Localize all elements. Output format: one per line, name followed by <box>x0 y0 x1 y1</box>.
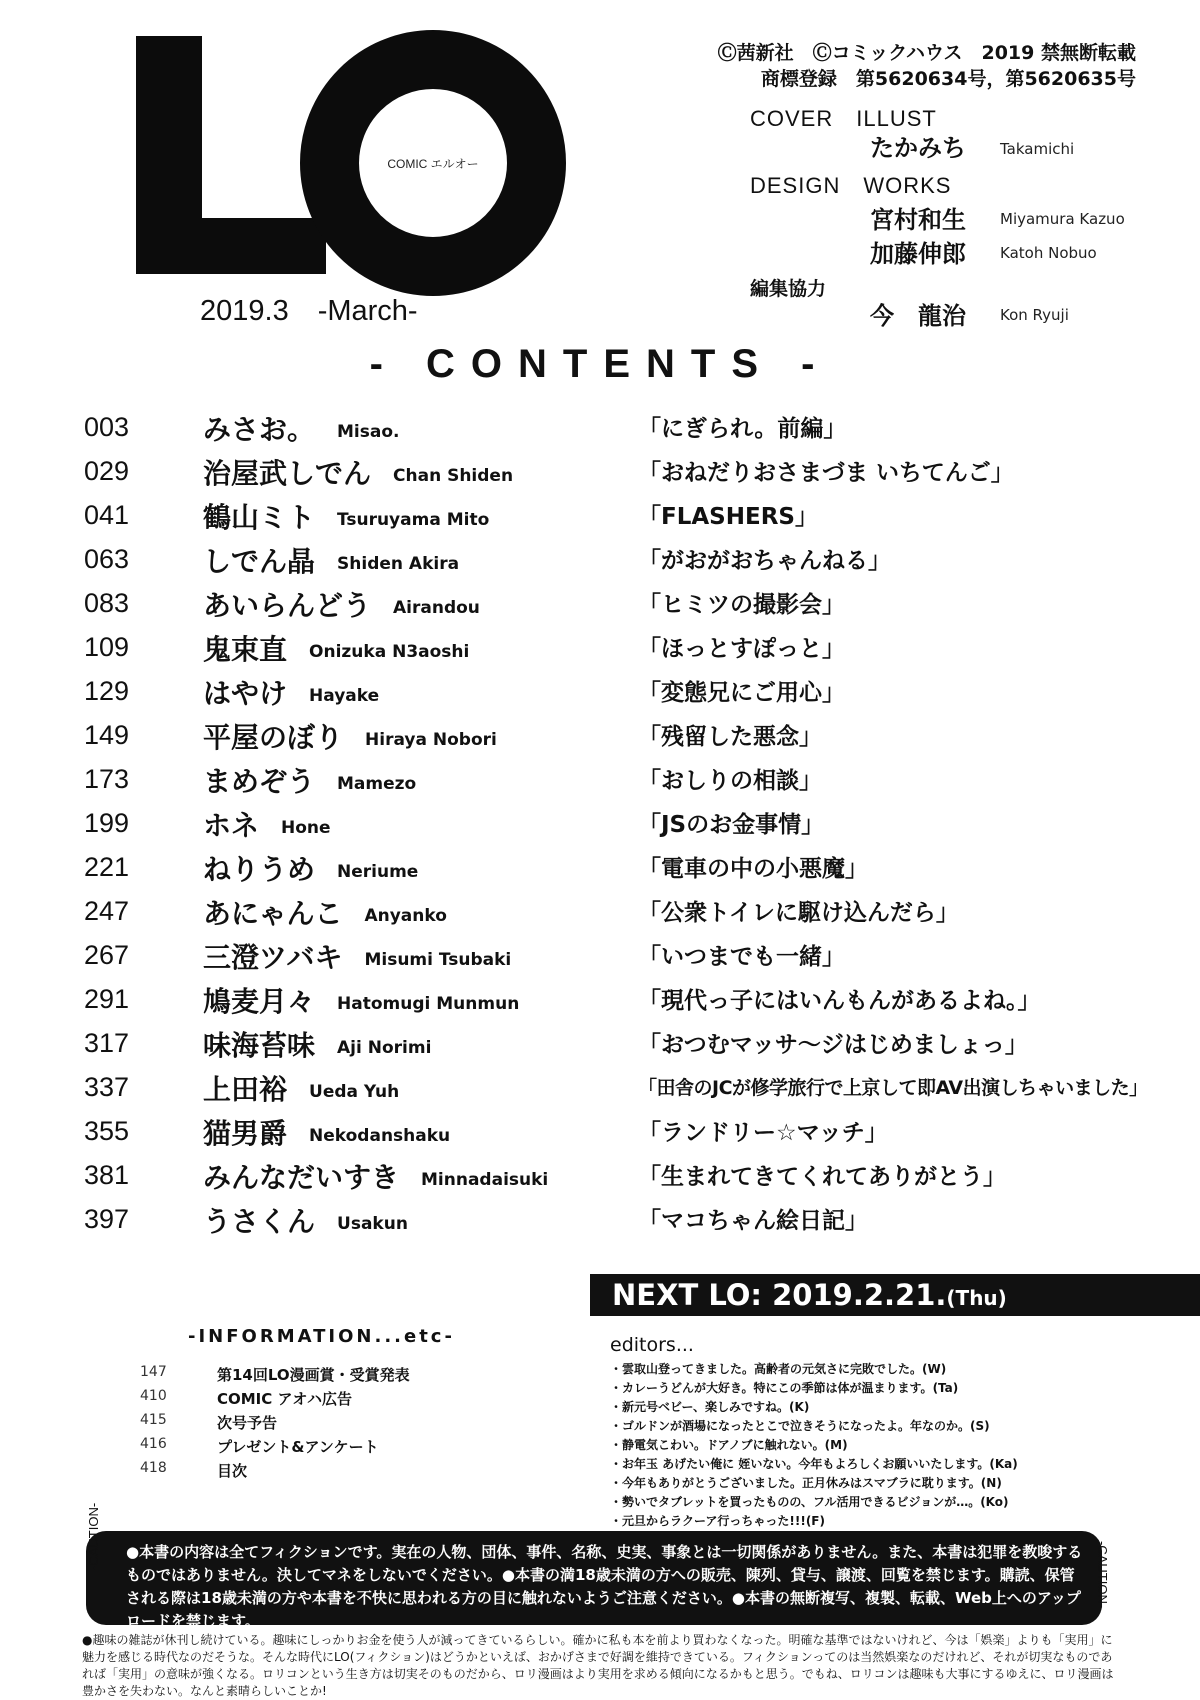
editor-comment: ・静電気こわい。ドアノブに触れない。(M) <box>610 1438 848 1452</box>
toc-author-name: みさお。 <box>203 413 316 446</box>
toc-page: 173 <box>84 764 130 794</box>
design-works-role: DESIGN WORKS <box>750 173 952 198</box>
toc-entry[interactable] <box>0 672 1200 716</box>
editor-comment: ・今年もありがとうございました。正月休みはスマブラに耽ります。(N) <box>610 1476 1002 1490</box>
next-issue-weekday: (Thu) <box>946 1286 1007 1310</box>
logo-letter-o <box>300 30 566 296</box>
toc-title: 「田舎のJCが修学旅行で上京して即AV出演しちゃいました」 <box>638 1077 1148 1099</box>
toc-entry[interactable] <box>0 628 1200 672</box>
next-issue-date: NEXT LO: 2019.2.21. <box>612 1278 947 1312</box>
toc-author-romaji: Ueda Yuh <box>309 1082 400 1102</box>
information-page: 410 <box>140 1388 167 1404</box>
toc-page: 149 <box>84 720 130 750</box>
information-page: 147 <box>140 1364 167 1380</box>
editorial-cooperation-name-en: Kon Ryuji <box>1000 306 1069 324</box>
toc-author-romaji: Hone <box>281 818 331 838</box>
toc-title: 「現代っ子にはいんもんがあるよね。」 <box>638 988 1041 1014</box>
toc-author-name: 三澄ツバキ <box>203 941 343 974</box>
toc-page: 041 <box>84 500 130 530</box>
editorial-cooperation-name: 今 龍治 <box>870 302 966 330</box>
editor-comment: ・カレーうどんが大好き。特にこの季節は体が温まります。(Ta) <box>610 1381 959 1395</box>
toc-author <box>203 804 331 844</box>
toc-author-romaji: Misao. <box>337 422 400 442</box>
toc-title: 「電車の中の小悪魔」 <box>638 856 868 882</box>
toc-entry[interactable] <box>0 980 1200 1024</box>
toc-author-name: 上田裕 <box>203 1073 288 1106</box>
toc-entry[interactable] <box>0 716 1200 760</box>
toc-author-romaji: Hayake <box>309 686 380 706</box>
information-item[interactable] <box>0 1412 580 1436</box>
toc-title: 「生まれてきてくれてありがとう」 <box>638 1164 1006 1190</box>
issue-date: 2019.3 -March- <box>200 295 418 327</box>
toc-title: 「おしりの相談」 <box>638 768 822 794</box>
toc-entry[interactable] <box>0 496 1200 540</box>
toc-entry[interactable] <box>0 1112 1200 1156</box>
toc-page: 317 <box>84 1028 130 1058</box>
toc-page: 063 <box>84 544 130 574</box>
designer-name: 宮村和生 <box>870 206 966 234</box>
toc-entry[interactable] <box>0 1156 1200 1200</box>
designer-name: 加藤伸郎 <box>870 240 966 268</box>
toc-entry[interactable] <box>0 1024 1200 1068</box>
toc-author <box>203 1112 450 1152</box>
toc-author-name: ホネ <box>203 809 260 842</box>
toc-author <box>203 1024 431 1064</box>
toc-author-name: うさくん <box>203 1205 316 1238</box>
toc-author-name: ねりうめ <box>203 853 316 886</box>
toc-page: 337 <box>84 1072 130 1102</box>
caution-side-label-right: -CAUTION- <box>1095 1541 1110 1609</box>
toc-author-name: 猫男爵 <box>203 1117 288 1150</box>
toc-author-name: まめぞう <box>203 765 316 798</box>
toc-author-romaji: Hatomugi Munmun <box>337 994 520 1014</box>
logo-subtitle: COMIC エルオー <box>387 156 479 171</box>
toc-title: 「にぎられ。前編」 <box>638 416 847 442</box>
editor-comment: ・新元号ベビー、楽しみですね。(K) <box>610 1400 810 1414</box>
editor-comment: ・雲取山登ってきました。高齢者の元気さに完敗でした。(W) <box>610 1362 947 1376</box>
toc-author-romaji: Airandou <box>393 598 480 618</box>
toc-page: 291 <box>84 984 130 1014</box>
toc-author <box>203 716 497 756</box>
toc-entry[interactable] <box>0 584 1200 628</box>
toc-author <box>203 408 400 448</box>
information-label: 次号予告 <box>217 1414 278 1432</box>
logo-letter-l-foot <box>136 218 326 274</box>
toc-title: 「ヒミツの撮影会」 <box>638 592 845 618</box>
next-issue-banner <box>590 1274 1200 1316</box>
toc-author <box>203 892 447 932</box>
information-item[interactable] <box>0 1388 580 1412</box>
toc-title: 「マコちゃん絵日記」 <box>638 1208 868 1234</box>
toc-entry[interactable] <box>0 452 1200 496</box>
toc-author <box>203 1156 548 1196</box>
toc-author <box>203 1068 399 1108</box>
copyright-line: Ⓒ茜新社 Ⓒコミックハウス 2019 禁無断転載 <box>717 42 1136 64</box>
toc-title: 「がおがおちゃんねる」 <box>638 548 891 574</box>
toc-author-romaji: Tsuruyama Mito <box>337 510 490 530</box>
toc-author-name: あにゃんこ <box>203 897 343 930</box>
toc-entry[interactable] <box>0 1068 1200 1112</box>
toc-author-romaji: Shiden Akira <box>337 554 460 574</box>
toc-author-name: 鬼束直 <box>203 633 288 666</box>
toc-entry[interactable] <box>0 936 1200 980</box>
toc-author <box>203 540 459 580</box>
cover-illust-name: たかみち <box>870 134 966 162</box>
toc-author <box>203 980 519 1020</box>
toc-page: 397 <box>84 1204 130 1234</box>
toc-entry[interactable] <box>0 540 1200 584</box>
toc-author-romaji: Hiraya Nobori <box>365 730 497 750</box>
trademark-line: 商標登録 第5620634号，第5620635号 <box>760 68 1136 90</box>
toc-author <box>203 936 511 976</box>
toc-author-name: みんなだいすき <box>203 1161 400 1194</box>
editor-comment: ・勢いでタブレットを買ったものの、フル活用できるビジョンが…。(Ko) <box>610 1495 1009 1509</box>
toc-page: 199 <box>84 808 130 838</box>
toc-author-romaji: Misumi Tsubaki <box>364 950 512 970</box>
toc-author <box>203 1200 408 1240</box>
toc-page: 355 <box>84 1116 130 1146</box>
toc-title: 「変態兄にご用心」 <box>638 680 845 706</box>
toc-author-romaji: Aji Norimi <box>337 1038 432 1058</box>
toc-author-name: 平屋のぼり <box>203 721 344 754</box>
toc-author-name: 治屋武しでん <box>203 457 372 490</box>
toc-author <box>203 584 480 624</box>
editorial-cooperation-role: 編集協力 <box>750 278 827 300</box>
toc-page: 109 <box>84 632 130 662</box>
toc-author <box>203 628 469 668</box>
toc-title: 「FLASHERS」 <box>638 504 818 530</box>
toc-page: 029 <box>84 456 130 486</box>
information-label: プレゼント&アンケート <box>217 1438 379 1456</box>
toc-author <box>203 672 379 712</box>
information-item[interactable] <box>0 1460 580 1484</box>
information-page: 416 <box>140 1436 167 1452</box>
toc-author-romaji: Nekodanshaku <box>309 1126 451 1146</box>
toc-title: 「残留した悪念」 <box>638 724 822 750</box>
toc-page: 247 <box>84 896 130 926</box>
information-page: 415 <box>140 1412 167 1428</box>
toc-page: 267 <box>84 940 130 970</box>
toc-title: 「おつむマッサ～ジはじめましょっ」 <box>638 1032 1028 1058</box>
toc-author-romaji: Minnadaisuki <box>421 1170 549 1190</box>
toc-page: 221 <box>84 852 130 882</box>
information-heading: -INFORMATION...etc- <box>188 1326 455 1347</box>
toc-page: 381 <box>84 1160 130 1190</box>
toc-title: 「おねだりおさまづま いちてんご」 <box>638 460 1014 486</box>
toc-author-name: 鳩麦月々 <box>203 985 316 1018</box>
toc-title: 「いつまでも一緒」 <box>638 944 845 970</box>
toc-author-romaji: Onizuka N3aoshi <box>309 642 470 662</box>
toc-author-romaji: Mamezo <box>337 774 417 794</box>
information-page: 418 <box>140 1460 167 1476</box>
editor-comment: ・お年玉 あげたい俺に 姪いない。今年もよろしくお願いいたします。(Ka) <box>610 1457 1018 1471</box>
toc-author-romaji: Neriume <box>337 862 419 882</box>
toc-author <box>203 760 416 800</box>
toc-author <box>203 848 418 888</box>
toc-title: 「ランドリー☆マッチ」 <box>638 1120 888 1146</box>
toc-title: 「公衆トイレに駆け込んだら」 <box>638 900 959 926</box>
designer-name-en: Miyamura Kazuo <box>1000 210 1125 228</box>
designer-name-en: Katoh Nobuo <box>1000 244 1097 262</box>
information-item[interactable] <box>0 1364 580 1388</box>
toc-page: 129 <box>84 676 130 706</box>
toc-entry[interactable] <box>0 892 1200 936</box>
information-item[interactable] <box>0 1436 580 1460</box>
caution-text: ●本書の内容は全てフィクションです。実在の人物、団体、事件、名称、史実、事象とは一切関係がありません。また、本書は犯罪を教唆するものではありません。決してマネをしないでください。●本書の満18歳未満の方への販売、陳列、貸与、譲渡、回覧を禁じます。購読、保管される際は18歳未満の方や本書を不快に思われる方の目に触れないようご注意ください。●本書の無断複写、複製、転載、Web上へのアップロードを禁じます。 <box>126 1543 1083 1630</box>
toc-author-romaji: Usakun <box>337 1214 408 1234</box>
editor-comment: ・元旦からラクーア行っちゃった!!!(F) <box>610 1514 825 1528</box>
toc-author-romaji: Chan Shiden <box>393 466 514 486</box>
toc-entry[interactable] <box>0 1200 1200 1244</box>
editor-comment: ・ゴルドンが酒場になったとこで泣きそうになったよ。年なのか。(S) <box>610 1419 990 1433</box>
toc-entry[interactable] <box>0 848 1200 892</box>
editors-title: editors... <box>610 1334 694 1356</box>
toc-entry[interactable] <box>0 760 1200 804</box>
toc-author-name: はやけ <box>203 677 288 710</box>
contents-heading: - CONTENTS - <box>369 342 831 386</box>
editorial-footnote: ●趣味の雑誌が休刊し続けている。趣味にしっかりお金を使う人が減ってきているらしい。確かに私も本を前より買わなくなった。明確な基準ではないけれど、今は「娯楽」よりも「実用」に魅力を感じる時代なのだそうな。そんな時代にLO(フィクション)はどうかといえば、おかげさまで好調を維持できている。フィクションってのは当然娯楽なのだけれど、それが切実なものであれば「実用」の意味が強くなる。ロリコンという生き方は切実そのものだから、ロリ漫画はより実用を求める傾向になるかもと思う。でもね、ロリコンは趣味も大事にするゆえに、ロリ漫画は豊かさを失わない。なんと素晴らしいことか! <box>82 1633 1114 1698</box>
toc-author <box>203 496 489 536</box>
toc-title: 「ほっとすぽっと」 <box>638 636 845 662</box>
toc-author-romaji: Anyanko <box>364 906 447 926</box>
toc-author-name: 味海苔味 <box>203 1029 316 1062</box>
toc-page: 003 <box>84 412 130 442</box>
toc-author-name: しでん晶 <box>203 545 316 578</box>
toc-author-name: 鶴山ミト <box>203 501 316 534</box>
toc-entry[interactable] <box>0 408 1200 452</box>
toc-author-name: あいらんどう <box>203 589 372 622</box>
information-label: 第14回LO漫画賞・受賞発表 <box>217 1366 410 1384</box>
toc-page: 083 <box>84 588 130 618</box>
cover-illust-name-en: Takamichi <box>1000 140 1075 158</box>
toc-title: 「JSのお金事情」 <box>638 812 825 838</box>
caution-side-label-left: -CAUTION- <box>86 1502 101 1570</box>
information-label: COMIC アオハ広告 <box>217 1390 353 1408</box>
toc-author <box>203 452 513 492</box>
cover-illust-role: COVER ILLUST <box>750 106 937 131</box>
information-label: 目次 <box>217 1462 248 1480</box>
toc-entry[interactable] <box>0 804 1200 848</box>
